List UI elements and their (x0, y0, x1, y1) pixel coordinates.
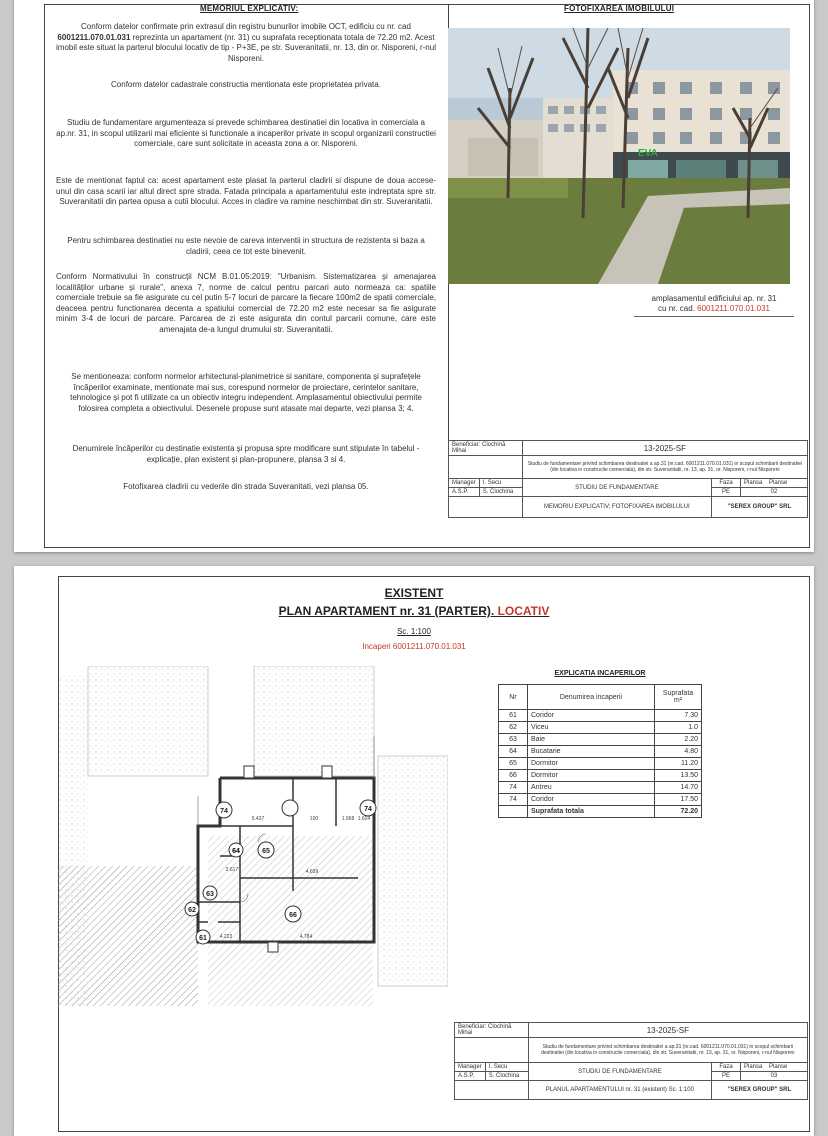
table-row (499, 758, 702, 770)
paragraph-4: Este de mentionat faptul ca: acest apartament este plasat la parterul cladirii si dispune de doua accese-unul din casa scarii iar altul direct spre strada. Fatada principala a apartamentului este indreptata spre str. Suveranitatii din partea opusa a cutii blocului. Acces in cladire va ramine neschimbat din str. Suveranitatii. (56, 176, 436, 206)
title-block-2 (454, 1022, 808, 1100)
memoriu-title: MEMORIUL EXPLICATIV: (200, 4, 299, 13)
dim-2: 100 (309, 816, 319, 822)
tb2-code: 13-2025-SF (528, 1023, 807, 1038)
room-area: 14.70 (655, 782, 702, 794)
sheet-memoriu (14, 0, 814, 552)
room-label-64-b: 64 (232, 848, 240, 855)
building-photo (448, 28, 790, 284)
table-row (499, 710, 702, 722)
table-title: EXPLICATIA INCAPERILOR (554, 670, 646, 677)
room-name: Viceu (528, 722, 655, 734)
tb-planse-h-text: Planse (769, 480, 788, 486)
title-block (448, 440, 808, 518)
caption-line-2 (634, 304, 794, 314)
tb-company: "SEREX GROUP" SRL (712, 497, 808, 518)
room-label-62: 62 (188, 907, 196, 914)
room-nr: 65 (499, 758, 528, 770)
p1-cad-number: 6001211.070.01.031 (57, 32, 131, 42)
room-area: 13.50 (655, 770, 702, 782)
table-row (499, 770, 702, 782)
shop-sign-text: EVA (638, 148, 658, 159)
rooms-body (499, 710, 702, 806)
table-row (499, 722, 702, 734)
room-name: Coridor (528, 794, 655, 806)
tb2-beneficiar: Beneficiar: Clochină Mihai (455, 1023, 529, 1038)
room-name: Antreu (528, 782, 655, 794)
total-label: Suprafata totala (528, 806, 655, 818)
room-name: Dormitor (528, 770, 655, 782)
room-label-74a: 74 (220, 808, 228, 815)
paragraph-6: Conform Normativului în construcții NCM B.01.05:2019: "Urbanism. Sistematizarea și amenajarea localităților urbane și rurale", anexa 7, norme de calcul pentru parcari auto normeaza ca: spatiile comerciale trebuie sa fie asigurate cu cel putin 5-7 locuri de parcare la fiecare 100m2 de spatii comerciale, deaceea pentru functionarea decenta a spatiului comercial de 72.20 m2 este necesar sa fie asigurate minim 3-4 de locuri de parcare. Parcarea de zi este asigurata din contul parcarii comune, care este amenajata de-a lungul drumului str. Suveranitatii. (56, 272, 436, 334)
paragraph-1 (56, 22, 436, 64)
table-row (499, 782, 702, 794)
room-area: 7.30 (655, 710, 702, 722)
incaperi-number: Incaperi 6001211.070.01.031 (362, 642, 466, 651)
dim-5: 2.617 (225, 867, 239, 873)
caption-cad-number: 6001211.070.01.031 (697, 304, 770, 313)
tb-plansa-h-text: Plansa (744, 480, 763, 486)
room-nr: 74 (499, 782, 528, 794)
tb2-asp-label: A.S.P. (455, 1072, 486, 1081)
plan-title-locativ: LOCATIV (497, 604, 550, 618)
paragraph-8: Denumirele încăperilor cu destinatie existenta și propusa spre modificare sunt stipulate în tabelul - explicație, plan existent și plan-propunere, plansa 3 si 4. (72, 444, 420, 464)
room-nr: 74 (499, 794, 528, 806)
tb2-manager-name: I. Secu (485, 1063, 528, 1072)
tb-asp-name: S. Clochina (479, 488, 522, 497)
tb2-plansa-h (741, 1063, 808, 1072)
dim-7: 4.223 (219, 934, 233, 940)
caption-cad-label: cu nr. cad. (658, 304, 698, 313)
tb2-faza-h: Faza (712, 1063, 741, 1072)
room-label-61: 61 (199, 935, 207, 942)
dim-6: 4.659 (305, 869, 319, 875)
tb-plansa-h (741, 479, 808, 488)
rooms-table (498, 684, 702, 818)
tb2-plansa-h-text: Plansa (744, 1064, 763, 1070)
room-label-65: 65 (262, 848, 270, 855)
room-label-66: 66 (289, 912, 297, 919)
table-row (499, 794, 702, 806)
tb2-desc: Studiu de fundamentare privind schimbarea destinatiei a ap.31 (nr.cad. 6001211.070.01.031) in scopul schimbarii destinatiei (din locativa in constructie comerciala), din str. Suveranitatii, nr. 13, ap. 31, or. Nisporeni, r-nul Nisporeni (528, 1038, 807, 1063)
room-name: Dormitor (528, 758, 655, 770)
paragraph-5: Pentru schimbarea destinatiei nu este nevoie de careva interventii in structura de rezistenta si baza a cladirii, ceea ce tot este binevenit. (67, 236, 425, 256)
tb-studiu: STUDIU DE FUNDAMENTARE (522, 479, 711, 497)
sheet-plan (14, 566, 814, 1136)
room-nr: 62 (499, 722, 528, 734)
plan-title (14, 604, 814, 618)
tb2-asp-name: S. Clochina (485, 1072, 528, 1081)
col-name: Denumirea incaperii (528, 685, 655, 710)
room-name: Coridor (528, 710, 655, 722)
room-nr: 61 (499, 710, 528, 722)
tb2-plansa: 03 (741, 1072, 808, 1081)
tb-manager-label: Manager (449, 479, 480, 488)
room-area: 1.0 (655, 722, 702, 734)
paragraph-9: Fotofixarea cladirii cu vederile din strada Suveranitati, vezi plansa 05. (123, 482, 369, 491)
room-area: 17.50 (655, 794, 702, 806)
dim-4: 1.604 (357, 816, 371, 822)
building-photo-image (448, 28, 790, 284)
plan-scale: Sc. 1:100 (397, 627, 431, 636)
room-area: 11.20 (655, 758, 702, 770)
tb2-sheet-title: PLANUL APARTAMENTULUI nr. 31 (existent) Sc. 1:100 (528, 1081, 711, 1100)
room-nr: 64 (499, 746, 528, 758)
foto-title: FOTOFIXAREA IMOBILULUI (564, 4, 675, 13)
dim-8: 4.784 (299, 934, 313, 940)
tb2-manager-label: Manager (455, 1063, 486, 1072)
table-row (499, 746, 702, 758)
total-value: 72.20 (655, 806, 702, 818)
paragraph-3: Studiu de fundamentare argumenteaza si prevede schimbarea destinatiei din locativa in comerciala a ap.nr. 31, in scopul utilizarii mai eficiente si functionale a incaperilor private in scopul organizarii constructiei comerciale, care sunt solicitate in aceasta zona a or. Nisporeni. (56, 118, 436, 148)
paragraph-2: Conform datelor cadastrale constructia mentionata este proprietatea privata. (111, 80, 381, 89)
plan-title-main: PLAN APARTAMENT nr. 31 (PARTER). (278, 604, 498, 618)
room-nr: 63 (499, 734, 528, 746)
tb-desc: Studiu de fundamentare privind schimbarea destinatiei a ap.31 (nr.cad. 6001211.070.01.031) in scopul schimbarii destinatiei (din locativa in constructie comerciala), din str. Suveranitatii, nr. 13, ap. 31, or. Nisporeni, r-nul Nisporeni (522, 456, 807, 479)
room-name: Baie (528, 734, 655, 746)
tb2-faza: PE (712, 1072, 741, 1081)
table-row (499, 734, 702, 746)
room-name: Bucatarie (528, 746, 655, 758)
tb2-planse-h-text: Planse (769, 1064, 788, 1070)
p1-text-b: reprezinta un apartament (nr. 31) cu suprafata receptionata totala de 72.20 m2. Acest imobil este situat la parterul blocului locativ de tip - P+3E, pe str. Suveranitatii, nr. 13, din or. Nisporeni, r-nul Nisporeni. (56, 32, 436, 63)
col-nr: Nr (499, 685, 528, 710)
floor-plan (58, 666, 448, 1006)
tb-code: 13-2025-SF (522, 441, 807, 456)
dim-3: 1.968 (341, 816, 355, 822)
room-area: 4.80 (655, 746, 702, 758)
room-label-63: 63 (206, 891, 214, 898)
tb2-company: "SEREX GROUP" SRL (712, 1081, 808, 1100)
tb-sheet-title: MEMORIU EXPLICATIV; FOTOFIXAREA IMOBILULUI (522, 497, 711, 518)
tb2-studiu: STUDIU DE FUNDAMENTARE (528, 1063, 711, 1081)
p1-text-a: Conform datelor confirmate prin extrasul din registru bunurilor imobile OCT, edificiu cu nr. cad (81, 22, 411, 31)
tb-plansa: 02 (741, 488, 808, 497)
dim-1: 5.437 (251, 816, 265, 822)
room-area: 2.20 (655, 734, 702, 746)
tb-manager-name: I. Secu (479, 479, 522, 488)
col-area: Suprafata m² (655, 685, 702, 710)
tb-asp-label: A.S.P. (449, 488, 480, 497)
incaperi-label (14, 642, 814, 651)
existent-heading: EXISTENT (384, 586, 444, 600)
room-nr: 66 (499, 770, 528, 782)
paragraph-7: Se mentioneaza: conform normelor arhitectural-planimetrice si sanitare, componenta și suprafețele încăperilor examinate, mentionate mai sus, corespund normelor de proiectare, cerintelor sanitare, tehnologice și pot fi utilizate ca un obiectiv integru independent. Amplasamentul obiectivului permite folosirea completa a obiectivului. Desenele propuse sunt atasate mai departe, vezi plansa 3; 4. (70, 372, 422, 413)
caption-line-1: amplasamentul edificiului ap. nr. 31 (651, 294, 777, 303)
tb-faza: PE (712, 488, 741, 497)
total-empty (499, 806, 528, 818)
tb-beneficiar: Beneficiar: Clochină Mihai (449, 441, 523, 456)
room-label-74b: 74 (364, 806, 372, 813)
photo-caption (634, 294, 794, 317)
tb-faza-h: Faza (712, 479, 741, 488)
